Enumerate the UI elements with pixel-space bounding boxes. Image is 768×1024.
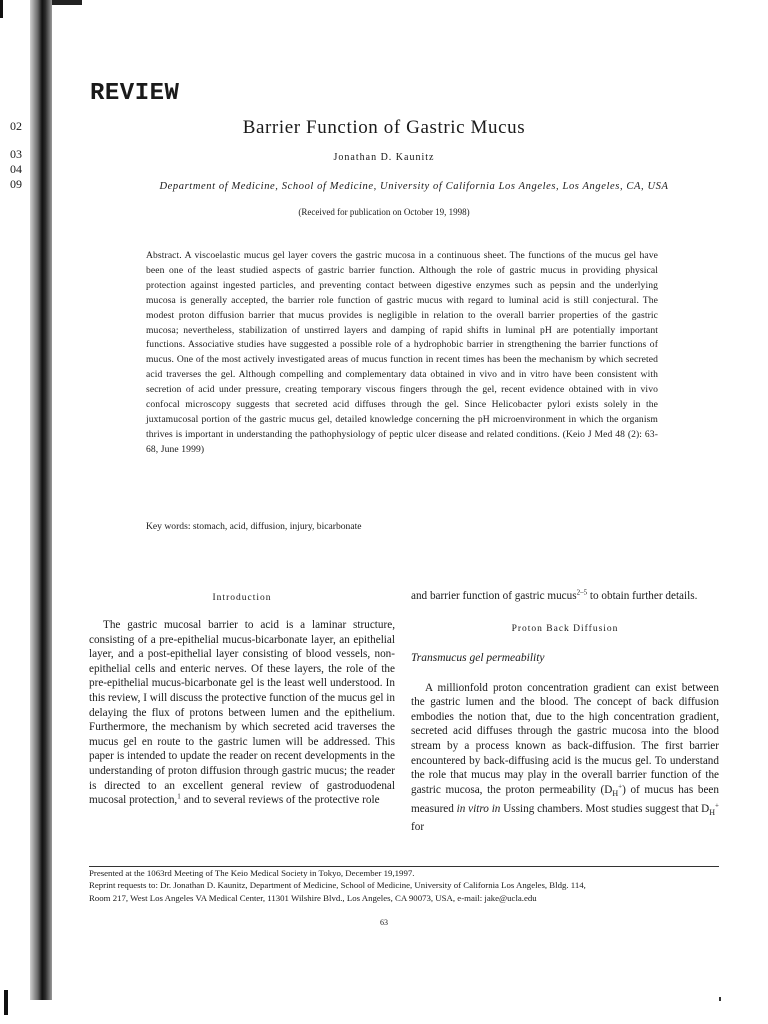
italic-phrase: in vitro in	[456, 802, 501, 815]
intro-text-end: and to several reviews of the protective role	[180, 794, 380, 807]
section-heading-introduction: Introduction	[212, 593, 272, 603]
subscript-h: H	[709, 807, 716, 817]
continuation-text-end: to obtain further details.	[587, 590, 698, 602]
scan-mark-bottom-left	[4, 990, 8, 1015]
right-column	[411, 589, 719, 835]
binding-shadow	[30, 0, 52, 1000]
paper-title: Barrier Function of Gastric Mucus	[242, 117, 526, 138]
footnote-address: Room 217, West Los Angeles VA Medical Center, 11301 Wilshire Blvd., Los Angeles, CA 90073, USA, e-mail: jake@ucla.edu	[89, 892, 537, 903]
abstract: Abstract. A viscoelastic mucus gel layer covers the gastric mucosa in a continuous sheet. The functions of the mucus gel have been one of the least studied aspects of gastric barrier function. Although the role of gastric mucus in providing physical protection against ingested particles, and preventing contact between digestive enzymes such as pepsin and the underlying mucosa is generally accepted, the barrier role function of gastric mucus with regard to luminal acid is still conjectural. The modest proton diffusion barrier that mucus provides is negligible in relation to the overall barrier properties of the gastric mucosa; nevertheless, stabilization of unstirred layers and damping of rapid shifts in luminal pH are potentially important functions. Associative studies have suggested a possible role of a hydrophobic barrier in strengthening the barrier functions of mucus. One of the most actively investigated areas of mucus function in recent times has been the mechanism by which secreted acid traverses the gel. Although compelling and complementary data obtained in vivo and in vitro have been consistent with secretion of acid under pressure, creating temporary viscous fingers through the gel, recent evidence obtained with in vivo confocal microscopy suggests that secreted acid diffuses through the gel. Since Helicobacter pylori exists solely in the juxtamucosal portion of the gastric mucus gel, detailed knowledge concerning the pH microenvironment in which the organism thrives is important in understanding the pathophysiology of peptic ulcer disease and related conditions. (Keio J Med 48 (2): 63-68, June 1999)	[146, 250, 658, 455]
scan-mark-top-left	[0, 0, 3, 18]
affiliation: Department of Medicine, School of Medicine, University of California Los Angeles, Los Angeles, CA, USA	[159, 181, 669, 192]
margin-number: 03	[10, 147, 22, 161]
superscript-plus: +	[715, 800, 719, 809]
reference-superscript: 1	[177, 792, 181, 801]
introduction-paragraph	[89, 618, 395, 808]
section-label: REVIEW	[90, 80, 180, 107]
keywords: Key words: stomach, acid, diffusion, injury, bicarbonate	[146, 521, 362, 532]
margin-number: 02	[10, 119, 22, 133]
subsection-heading: Transmucus gel permeability	[411, 651, 545, 664]
received-date: (Received for publication on October 19, 1998)	[298, 207, 470, 217]
subscript-h: H	[612, 788, 619, 798]
margin-number: 09	[10, 177, 22, 191]
continuation-text: and barrier function of gastric mucus	[411, 590, 577, 602]
reference-superscript: 2–5	[576, 588, 588, 597]
proton-text-c: Ussing chambers. Most studies suggest that D	[500, 802, 710, 815]
section-heading-proton: Proton Back Diffusion	[511, 623, 619, 634]
introduction-continuation	[411, 589, 719, 604]
superscript-plus: +	[618, 782, 623, 791]
proton-text-d: for	[411, 821, 425, 834]
footnote-reprint: Reprint requests to: Dr. Jonathan D. Kaunitz, Department of Medicine, School of Medicine, University of California Los Angeles, Bldg. 114,	[89, 880, 586, 891]
intro-text: The gastric mucosal barrier to acid is a laminar structure, consisting of a pre-epithelial mucus-bicarbonate layer, an epithelial layer, and a post-epithelial layer consisting of blood vessels, non-epithelial cells and enteric nerves. Of these layers, the role of the pre-epithelial mucus-bicarbonate gel is the least well understood. In this review, I will discuss the protective function of the mucus gel in delaying the flux of protons between lumen and the epithelium. Furthermore, the mechanism by which secreted acid traverses the mucus gel en route to the gastric lumen will be addressed. This paper is intended to update the reader on recent developments in the understanding of proton diffusion through gastric mucus; the reader is directed to an excellent general review of gastroduodenal mucosal protection,	[89, 619, 395, 807]
left-column	[89, 593, 395, 808]
scan-speck	[719, 997, 721, 1001]
footnotes	[89, 867, 729, 904]
footnote-presented: Presented at the 1063rd Meeting of The Keio Medical Society in Tokyo, December 19,1997.	[89, 868, 415, 878]
proton-paragraph	[411, 681, 719, 835]
author: Jonathan D. Kaunitz	[333, 152, 435, 163]
margin-number: 04	[10, 162, 22, 176]
proton-text: A millionfold proton concentration gradient can exist between the gastric lumen and the blood. The concept of back diffusion embodies the notion that, due to the high concentration gradient, secreted acid diffuses through the gastric mucosa into the blood stream by a process known as back-diffusion. The first barrier encountered by back-diffusing acid is the mucus gel. To understand the role that mucus may play in the overall barrier function of the gastric mucosa, the proton permeability (D	[411, 681, 719, 796]
proton-text-b: ) of mucus has been measured	[411, 783, 719, 815]
page-number: 63	[380, 918, 388, 927]
binding-shadow-top	[52, 0, 82, 5]
